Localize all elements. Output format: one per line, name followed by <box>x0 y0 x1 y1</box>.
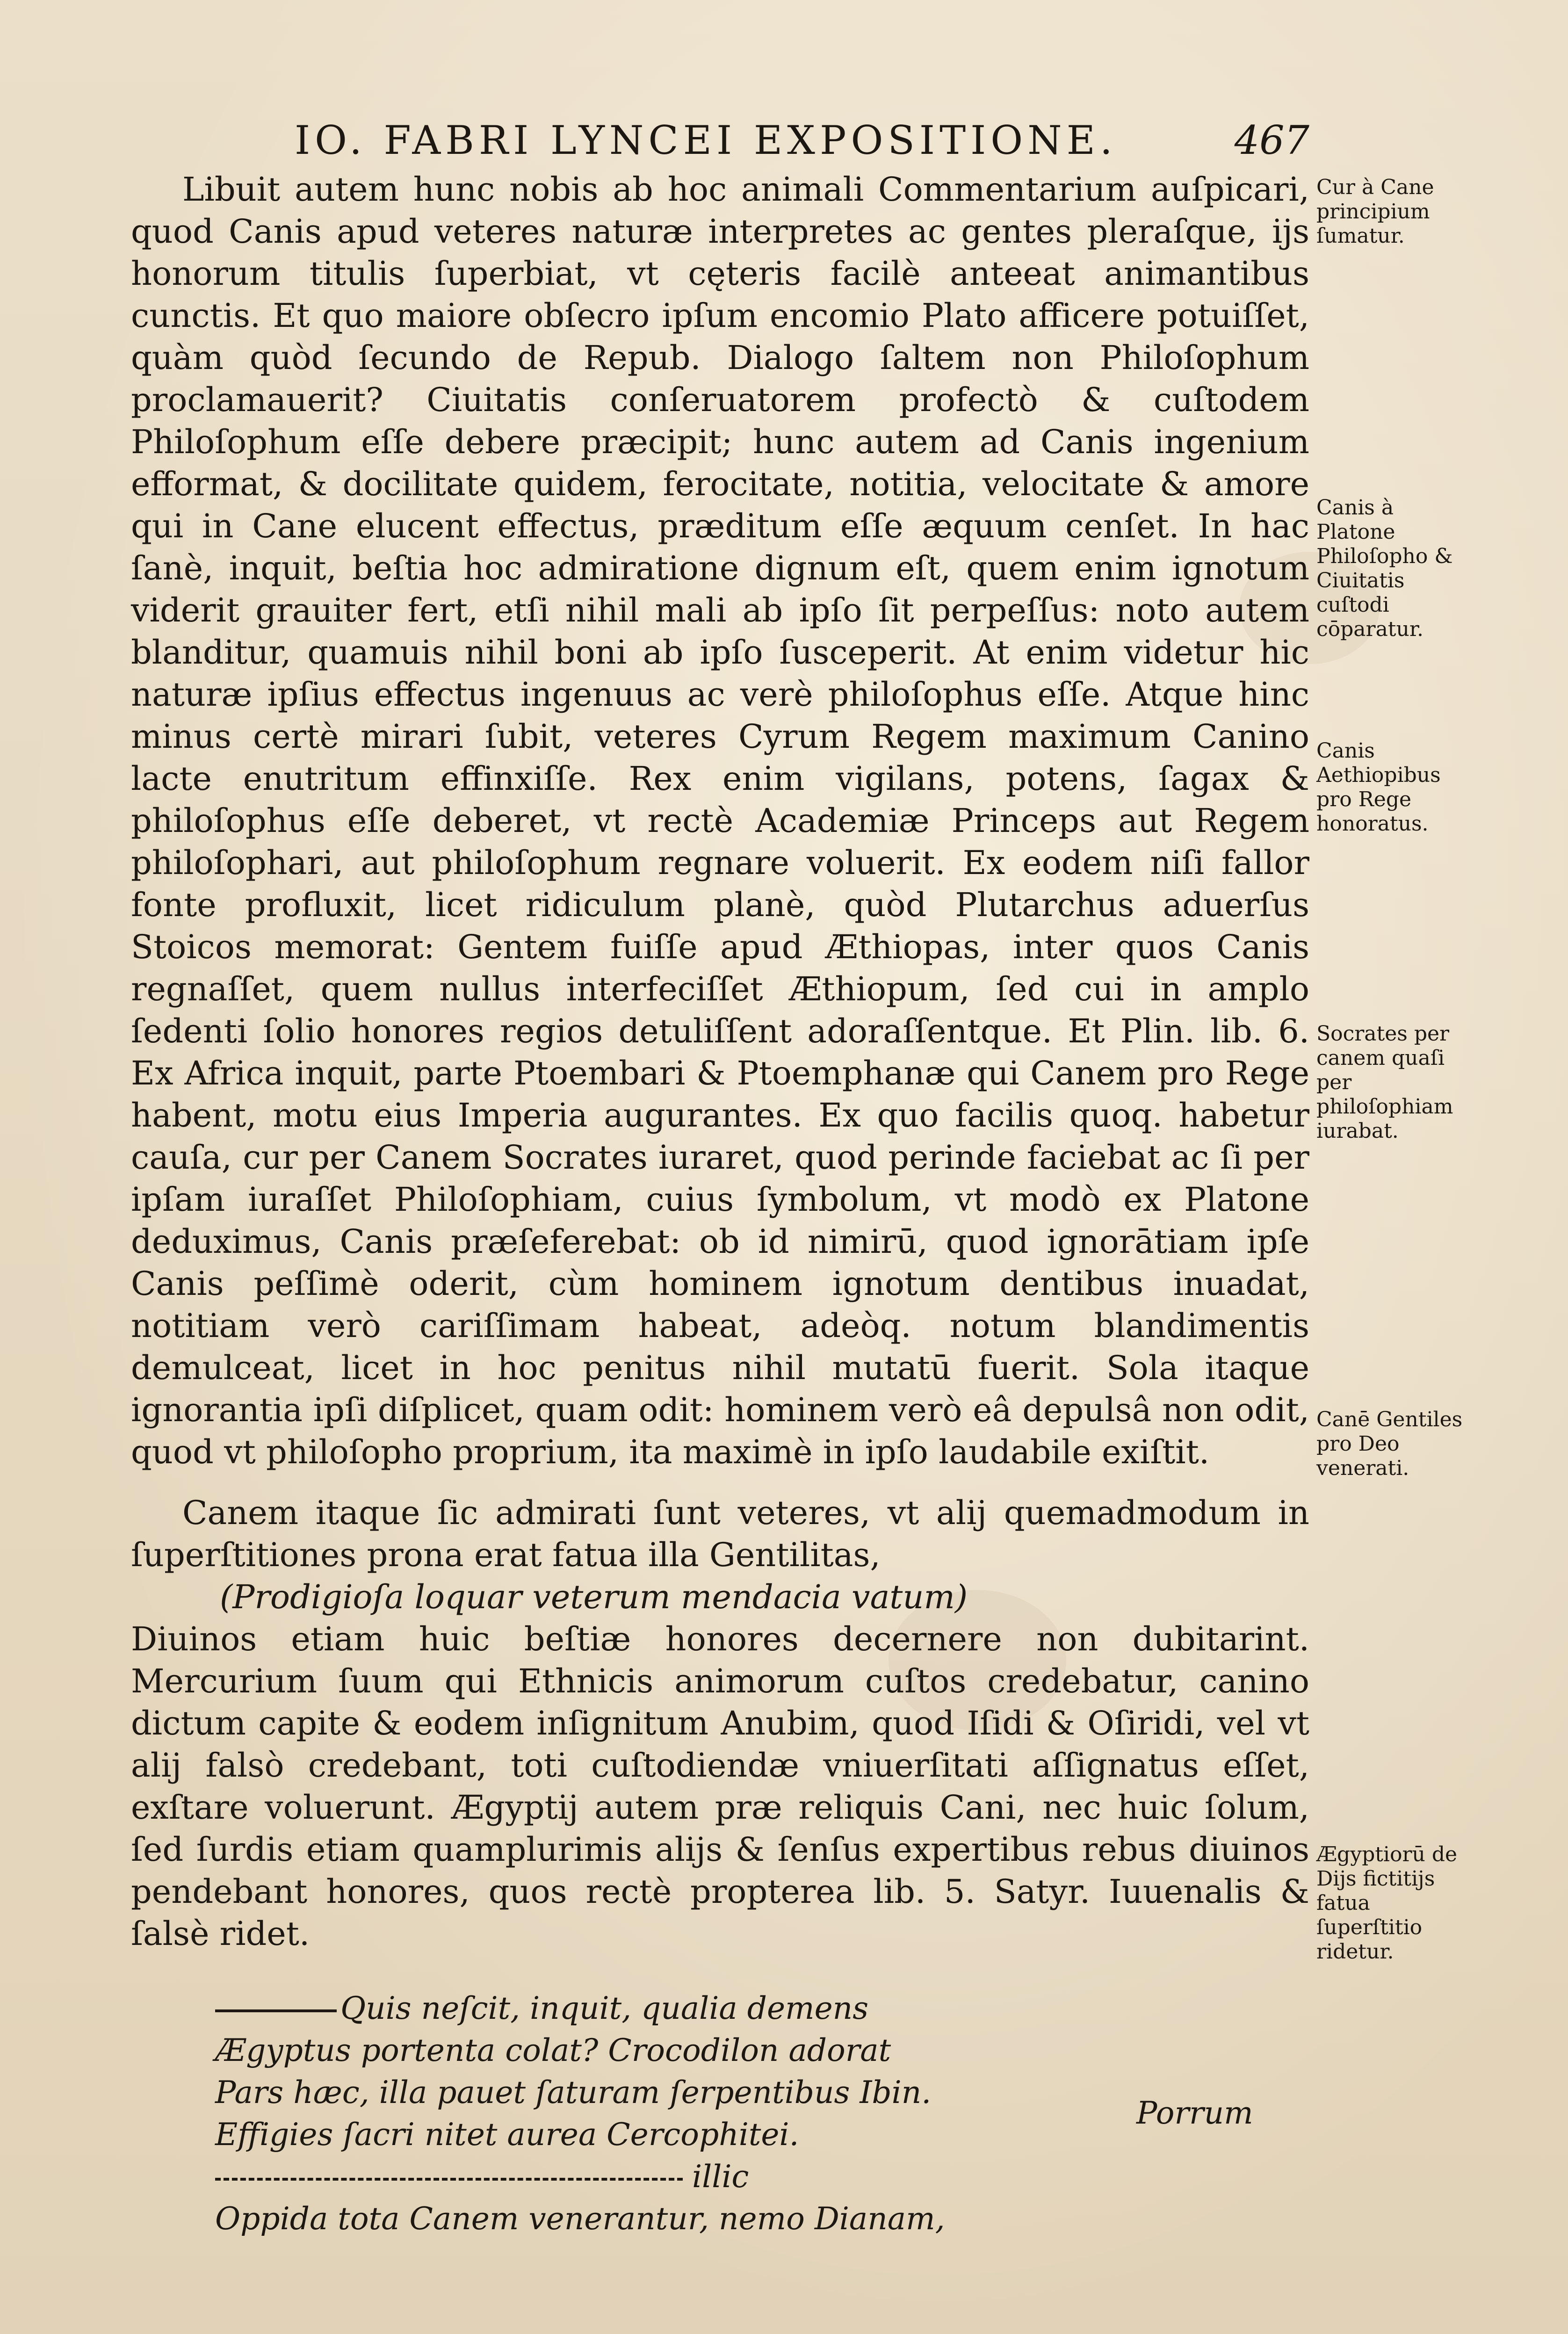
main-text <box>131 168 1309 2240</box>
marginal-note-6: Ægyptiorū de Dijs fictitijs fatua ſuperſtitio ridetur. <box>1316 1843 1458 1964</box>
marginal-note-1: Cur à Cane principium ſumatur. <box>1316 175 1434 248</box>
marginal-note-2: Canis à Platone Philoſopho & Ciuitatis cuſtodi cōparatur. <box>1316 496 1453 641</box>
quote-line-3: Pars hæc, illa pauet ſaturam ſerpentibus Ibin. <box>215 2074 932 2110</box>
quote-line-6: Oppida tota Canem venerantur, nemo Dianam, <box>215 2201 945 2237</box>
quote-line-4: Effigies ſacri nitet aurea Cercophitei. <box>215 2117 799 2153</box>
quote-line-1-text: Quis neſcit, inquit, qualia demens <box>340 1990 869 2026</box>
quote-dash <box>215 2178 683 2181</box>
catchword: Porrum <box>1136 2095 1253 2131</box>
paragraph-2: Canem itaque ſic admirati ſunt veteres, vt alij quemadmodum in ſuperſtitiones prona erat fatua illa Gentilitas, <box>131 1494 1309 1574</box>
paragraph-3: Diuinos etiam huic beſtiæ honores decernere non dubitarint. Mercurium ſuum qui Ethnicis animorum cuſtos credebatur, canino dictum capite & eodem inſignitum Anubim, quod Iſidi & Oſiridi, vel vt alij falsò credebant, toti cuſtodiendæ vniuerſitati aſſignatus eſſet, exſtare voluerunt. Ægyptij autem præ reliquis Cani, nec huic ſolum, ſed ſurdis etiam quamplurimis alijs & ſenſus expertibus rebus diuinos pendebant honores, quos rectè propterea lib. 5. Satyr. Iuuenalis & ſalsè ridet. <box>131 1620 1309 1953</box>
marginal-note-4: Socrates per canem quaſi per philoſophiam iurabat. <box>1316 1022 1453 1143</box>
marginal-note-3: Canis Aethiopibus pro Rege honoratus. <box>1316 739 1441 836</box>
quote-dash <box>215 2009 337 2012</box>
paragraph-1: Libuit autem hunc nobis ab hoc animali Commentarium auſpicari, quod Canis apud veteres naturæ interpretes ac gentes pleraſque, ijs honorum titulis ſuperbiat, vt cęteris facilè anteeat animantibus cunctis. Et quo maiore obſecro ipſum encomio Plato afficere potuiſſet, quàm quòd ſecundo de Repub. Dialogo ſaltem non Philoſophum proclamauerit? Ciuitatis conſeruatorem profectò & cuſtodem Philoſophum eſſe debere præcipit; hunc autem ad Canis ingenium efformat, & docilitate quidem, ferocitate, notitia, velocitate & amore qui in Cane elucent effectus, præditum eſſe æquum cenſet. In hac ſanè, inquit, beſtia hoc admiratione dignum eſt, quem enim ignotum viderit grauiter fert, etſi nihil mali ab ipſo ſit perpeſſus: noto autem blanditur, quamuis nihil boni ab ipſo ſusceperit. At enim videtur hic naturæ ipſius effectus ingenuus ac verè philoſophus eſſe. Atque hinc minus certè mirari ſubit, veteres Cyrum Regem maximum Canino lacte enutritum effinxiſſe. Rex enim vigilans, potens, ſagax & philoſophus eſſe deberet, vt rectè Academiæ Princeps aut Regem philoſophari, aut philoſophum regnare voluerit. Ex eodem niſi fallor fonte profluxit, licet ridiculum planè, quòd Plutarchus aduerſus Stoicos memorat: Gentem fuiſſe apud Æthiopas, inter quos Canis regnaſſet, quem nullus interfeciſſet Æthiopum, ſed cui in amplo ſedenti ſolio honores regios detuliſſent adoraſſentque. Et Plin. lib. 6. Ex Africa inquit, parte Ptoembari & Ptoemphanæ qui Canem pro Rege habent, motu eius Imperia augurantes. Ex quo facilis quoq. habetur cauſa, cur per Canem Socrates iuraret, quod perinde faciebat ac ſi per ipſam iuraſſet Philoſophiam, cuius ſymbolum, vt modò ex Platone deduximus, Canis præſeferebat: ob id nimirū, quod ignorātiam ipſe Canis peſſimè oderit, cùm hominem ignotum dentibus inuadat, notitiam verò cariſſimam habeat, adeòq. notum blandimentis demulceat, licet in hoc penitus nihil mutatū fuerit. Sola itaque ignorantia ipſi diſplicet, quam odit: hominem verò eâ depulsâ non odit, quod vt philoſopho proprium, ita maximè in ipſo laudabile exiſtit. <box>131 170 1309 1471</box>
page-number: 467 <box>1234 117 1309 163</box>
quote-line-2: Ægyptus portenta colat? Crocodilon adorat <box>215 2032 891 2068</box>
page-header <box>295 112 1309 168</box>
marginal-note-5: Canē Gentiles pro Deo venerati. <box>1316 1408 1463 1480</box>
quote-line-5 <box>215 2156 1309 2198</box>
juvenal-quotation <box>131 1987 1309 2240</box>
quote-line-1 <box>215 1987 1309 2030</box>
running-head: IO. FABRI LYNCEI EXPOSITIONE. <box>295 117 1117 163</box>
verse-line: (Prodigioſa loquar veterum mendacia vatum) <box>220 1578 968 1616</box>
quote-line-5-text: illic <box>692 2159 749 2195</box>
